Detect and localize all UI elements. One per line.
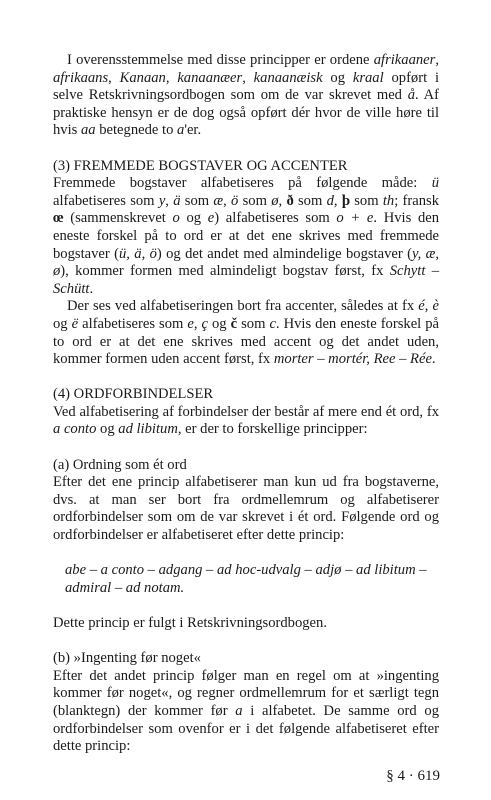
section-3-paragraph-1 (53, 175, 439, 298)
text-run: , (242, 69, 254, 86)
italic-run: ad libitum (118, 421, 178, 438)
text-run: som (180, 192, 214, 209)
italic-run: morter – mortér, Ree – Rée (273, 351, 432, 368)
special-letter: þ (341, 192, 350, 209)
text-run: Fremmede bogstaver alfabetiseres på følgende måde: (53, 175, 432, 192)
text-run: ; fransk (394, 192, 439, 209)
document-page (53, 52, 439, 756)
text-run: som (237, 315, 270, 332)
text-run: som (238, 192, 272, 209)
italic-run: kraal (352, 69, 384, 86)
italic-run: æ (213, 192, 224, 209)
text-run: . Hvis den eneste forskel på to ord er at det ene skrives med accent og det andet uden, kommer formen uden accent først, fx (53, 315, 440, 368)
italic-run: th (382, 192, 395, 209)
text-run: abe – a conto – adgang – ad hoc-udvalg – adjø – ad libitum – admiral – ad notam. (65, 562, 427, 596)
italic-run: ç (201, 315, 208, 332)
italic-run: e (207, 210, 215, 227)
italic-run: afrikaans (53, 69, 109, 86)
text-run: og (322, 69, 353, 86)
italic-run: o (172, 210, 180, 227)
text-run: ), kommer formen med almindeligt bogstav først, fx (60, 263, 390, 280)
text-run: Efter det andet princip følger man en regel om at »ingenting kommer før noget«, og regner ordmellemrum for et særligt tegn (blanktegn) der kommer før (53, 667, 439, 719)
text-run: og (208, 315, 231, 332)
text-run: , (333, 192, 342, 209)
italic-run: aa (80, 122, 96, 139)
italic-run: c (269, 315, 276, 332)
text-run: og (179, 210, 208, 227)
text-run: . (431, 351, 436, 368)
subsection-a-heading: (a) Ordning som ét ord (53, 456, 187, 473)
special-letter: ð (286, 192, 294, 209)
subsection-a-example (53, 562, 439, 597)
italic-run: afrikaaner (373, 52, 436, 68)
text-run: , (165, 192, 174, 209)
text-run: , (278, 192, 287, 209)
italic-run: ü (431, 175, 439, 192)
italic-run: a conto (53, 421, 97, 438)
text-run: I overensstemmelse med disse principper er ordene (67, 52, 374, 68)
text-run: Ved alfabetisering af forbindelser der består af mere end ét ord, fx (53, 403, 439, 420)
text-run: . Hvis den eneste forskel på to ord er at det ene skrives med fremmede bogstaver ( (53, 210, 440, 262)
intro-paragraph (53, 52, 439, 140)
text-run: , (435, 52, 439, 68)
italic-run: kanaanæer (177, 69, 243, 86)
italic-run: a (235, 702, 243, 719)
text-run: Der ses ved alfabetiseringen bort fra accenter, således at fx (67, 298, 419, 315)
text-run: i alfabetet. De samme ord og ordforbindelser som ovenfor er i det følgende alfabetiseret efter dette princip: (53, 702, 439, 755)
special-letter: œ (53, 210, 64, 227)
text-run: betegnede to (95, 122, 178, 139)
section-4-paragraph (53, 404, 439, 439)
text-run: , er der to forskellige principper: (177, 421, 368, 438)
text-run: ) alfabetiseres som (214, 210, 337, 227)
text-run: ) og det andet med almindelige bogstaver ( (156, 245, 412, 262)
page-reference: § 4 · 619 (386, 768, 440, 784)
subsection-a-note (53, 615, 439, 633)
italic-run: é, è (418, 298, 439, 315)
italic-run: e (187, 315, 194, 332)
italic-run: y (158, 192, 166, 209)
text-run: som (293, 192, 327, 209)
section-3-heading: (3) FREMMEDE BOGSTAVER OG ACCENTER (53, 157, 348, 174)
text-run: . (89, 280, 94, 297)
italic-run: ë (71, 315, 79, 332)
text-run: Efter det ene princip alfabetiserer man kun ud fra bogstaverne, dvs. at man ser bort fra ordmellemrum og alfabetiserer ordforbindelser som om de var skrevet i ét ord. Følgende ord og ordforbindelser er alfabetiseret efter dette princip: (53, 474, 439, 544)
subsection-a-paragraph (53, 474, 439, 544)
text-run: (sammenskrevet (63, 210, 173, 227)
italic-run: a (177, 122, 185, 139)
italic-run: kanaanæisk (253, 69, 323, 86)
text-run: opført i selve Retskrivningsordbogen som om de var skrevet med (53, 69, 440, 104)
text-run: og (96, 421, 119, 438)
text-run: alfabetiseres som (78, 315, 188, 332)
section-3-paragraph-2 (53, 298, 439, 368)
italic-run: ø (271, 192, 279, 209)
text-run: som (349, 192, 383, 209)
text-run: , (223, 192, 232, 209)
text-run: , (193, 315, 202, 332)
text-run: . Af praktiske hensyn er de dog også opført dér hvor de ville høre til hvis (53, 87, 439, 139)
italic-run: Kanaan (119, 69, 166, 86)
section-4-heading: (4) ORDFORBINDELSER (53, 386, 214, 403)
text-run: 'er. (184, 122, 202, 139)
special-letter: č (230, 315, 238, 332)
subsection-b-paragraph (53, 668, 439, 756)
italic-run: ü, ä, ö (118, 245, 157, 262)
italic-run: y, æ, ø (53, 245, 440, 280)
italic-run: ö (231, 192, 239, 209)
text-run: Dette princip er fulgt i Retskrivningsordbogen. (53, 615, 327, 631)
italic-run: o + e (336, 210, 374, 227)
text-run: , (165, 69, 178, 86)
italic-run: å (407, 87, 416, 104)
text-run: og (53, 315, 72, 332)
italic-run: d (326, 192, 334, 209)
italic-run: Schytt – Schütt (53, 263, 439, 297)
text-run: alfabetiseres som (53, 192, 159, 209)
text-run: , (108, 69, 120, 86)
subsection-b-heading: (b) »Ingenting før noget« (53, 650, 201, 667)
italic-run: ä (173, 192, 181, 209)
